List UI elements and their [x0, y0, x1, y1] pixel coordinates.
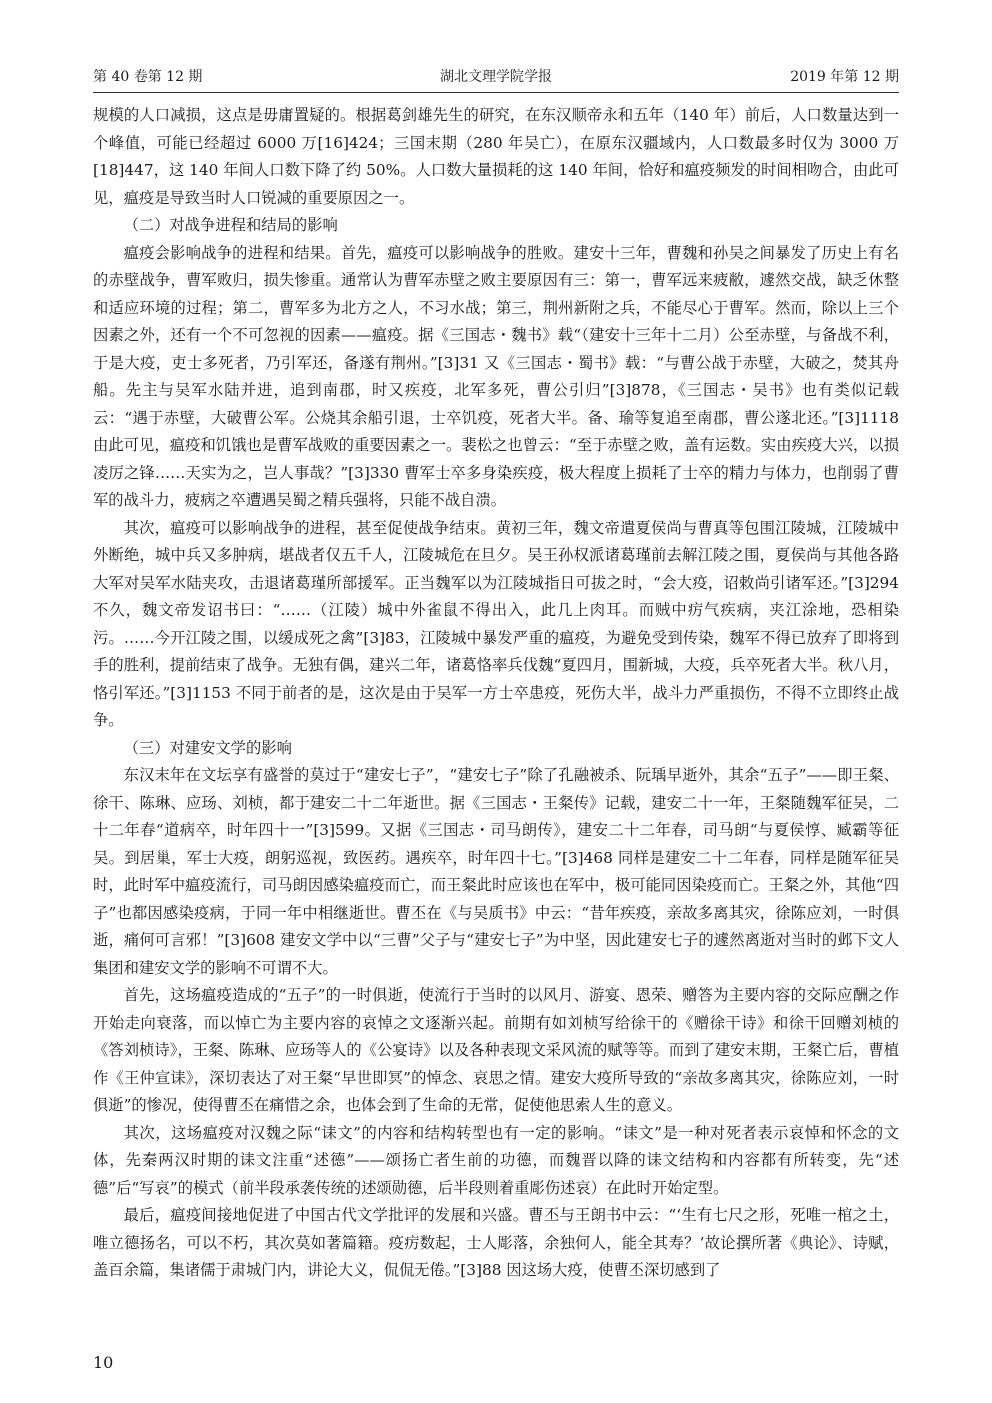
running-header — [93, 66, 899, 88]
journal-volume: 第 40 卷第 12 期 — [93, 69, 203, 85]
journal-title: 湖北文理学院学报 — [440, 69, 552, 85]
section-heading-2: （二）对战争进程和结局的影响 — [123, 216, 338, 234]
header-rule — [93, 92, 899, 93]
paragraph: 首先，这场瘟疫造成的“五子”的一时俱逝，使流行于当时的以风月、游宴、恩荣、赠答为主要内容的交际应酬之作开始走向衰落，而以悼亡为主要内容的哀悼之文逐渐兴起。前期有如刘桢写给徐干的《赠徐干诗》和徐干回赠刘桢的《答刘桢诗》，王粲、陈琳、应玚等人的《公宴诗》以及各种表现文采风流的赋等等。而到了建安末期，王粲亡后，曹植作《王仲宣诔》，深切表达了对王粲“早世即冥”的悼念、哀思之情。建安大疫所导致的“亲故多离其灾，徐陈应刘，一时俱逝”的惨况，使得曹丕在痛惜之余，也体会到了生命的无常，促使他思索人生的意义。 — [93, 986, 899, 1114]
page-number: 10 — [93, 1353, 114, 1372]
paragraph: 其次，这场瘟疫对汉魏之际“诔文”的内容和结构转型也有一定的影响。“诔文”是一种对死者表示哀悼和怀念的文体，先秦两汉时期的诔文注重“述德”——颂扬亡者生前的功德，而魏晋以降的诔文结构和内容都有所转变，先“述德”后“写哀”的模式（前半段承袭传统的述颂勋德，后半段则着重彫伤述哀）在此时开始定型。 — [93, 1123, 899, 1197]
article-body — [93, 102, 899, 1285]
section-heading-3: （三）对建安文学的影响 — [123, 738, 292, 757]
paragraph: 其次，瘟疫可以影响战争的进程，甚至促使战争结束。黄初三年，魏文帝遣夏侯尚与曹真等包围江陵城，江陵城中外断绝，城中兵又多肿病，堪战者仅五千人，江陵城危在旦夕。吴王孙权派诸葛瑾前去解江陵之围，夏侯尚与其他各路大军对吴军水陆夹攻，击退诸葛瑾所部援军。正当魏军以为江陵城指日可拔之时，“会大疫，诏敕尚引诸军还。”[3]294 不久，魏文帝发诏书曰：“……（江陵）城中外雀鼠不得出入，此几上肉耳。而贼中疠气疾病，夹江涂地，恐相染污。……今开江陵之围，以缓成死之禽”[3]83，江陵城中暴发严重的瘟疫，为避免受到传染，魏军不得已放弃了即将到手的胜利，提前结束了战争。无独有偶，建兴二年，诸葛恪率兵伐魏“夏四月，围新城，大疫，兵卒死者大半。秋八月，恪引军还。”[3]1153 不同于前者的是，这次是由于吴军一方士卒患疫，死伤大半，战斗力严重损伤，不得不立即终止战争。 — [93, 518, 899, 729]
journal-issue: 2019 年第 12 期 — [790, 69, 899, 85]
paragraph: 东汉末年在文坛享有盛誉的莫过于“建安七子”，“建安七子”除了孔融被杀、阮瑀早逝外，其余“五子”——即王粲、徐干、陈琳、应玚、刘桢，都于建安二十二年逝世。据《三国志・王粲传》记载，建安二十一年，王粲随魏军征吴，二十二年春“道病卒，时年四十一”[3]599。又据《三国志・司马朗传》，建安二十二年春，司马朗“与夏侯惇、臧霸等征吴。到居巢，军士大疫，朗躬巡视，致医药。遇疾卒，时年四十七。”[3]468 同样是建安二十二年春，同样是随军征吴时，此时军中瘟疫流行，司马朗因感染瘟疫而亡，而王粲此时应该也在军中，极可能同因染疫而亡。王粲之外，其他“四子”也都因感染疫病，于同一年中相继逝世。曹丕在《与吴质书》中云：“昔年疾疫，亲故多离其灾，徐陈应刘，一时俱逝，痛何可言邪！”[3]608 建安文学中以“三曹”父子与“建安七子”为中坚，因此建安七子的遽然离逝对当时的邺下文人集团和建安文学的影响不可谓不大。 — [93, 766, 899, 977]
paragraph: 最后，瘟疫间接地促进了中国古代文学批评的发展和兴盛。曹丕与王朗书中云：“‘生有七尺之形，死唯一棺之土，唯立德扬名，可以不朽，其次莫如著篇籍。疫疠数起，士人彫落，余独何人，能全其寿？’故论撰所著《典论》、诗赋，盖百余篇，集诸儒于肃城门内，讲论大义，侃侃无倦。”[3]88 因这场大疫，使曹丕深切感到了 — [93, 1206, 899, 1279]
paragraph: 瘟疫会影响战争的进程和结果。首先，瘟疫可以影响战争的胜败。建安十三年，曹魏和孙吴之间暴发了历史上有名的赤壁战争，曹军败归，损失惨重。通常认为曹军赤壁之败主要原因有三：第一，曹军远来疲敝，遽然交战，缺乏休整和适应环境的过程；第二，曹军多为北方之人，不习水战；第三，荆州新附之兵，不能尽心于曹军。然而，除以上三个因素之外，还有一个不可忽视的因素——瘟疫。据《三国志・魏书》载“（建安十三年十二月）公至赤壁，与备战不利，于是大疫，吏士多死者，乃引军还，备遂有荆州。”[3]31 又《三国志・蜀书》载：“与曹公战于赤壁，大破之，焚其舟船。先主与吴军水陆并进，追到南郡，时又疾疫，北军多死，曹公引归”[3]878，《三国志・吴书》也有类似记载云：“遇于赤壁，大破曹公军。公烧其余船引退，士卒饥疫，死者大半。备、瑜等复追至南郡，曹公遂北还。”[3]1118 由此可见，瘟疫和饥饿也是曹军战败的重要因素之一。裴松之也曾云：“至于赤壁之败，盖有运数。实由疾疫大兴，以损凌厉之锋……天实为之，岂人事哉？”[3]330 曹军士卒多身染疾疫，极大程度上损耗了士卒的精力与体力，也削弱了曹军的战斗力，疲病之卒遭遇吴蜀之精兵强将，只能不战自溃。 — [93, 243, 899, 509]
paragraph-continued: 规模的人口减损，这点是毋庸置疑的。根据葛剑雄先生的研究，在东汉顺帝永和五年（140 年）前后，人口数量达到一个峰值，可能已经超过 6000 万[16]424；三国末期（280 年吴亡），在原东汉疆域内，人口数最多时仅为 3000 万[18]447，这 140 年间人口数下降了约 50%。人口数大量损耗的这 140 年间，恰好和瘟疫频发的时间相吻合，由此可见，瘟疫是导致当时人口锐减的重要原因之一。 — [93, 106, 900, 207]
